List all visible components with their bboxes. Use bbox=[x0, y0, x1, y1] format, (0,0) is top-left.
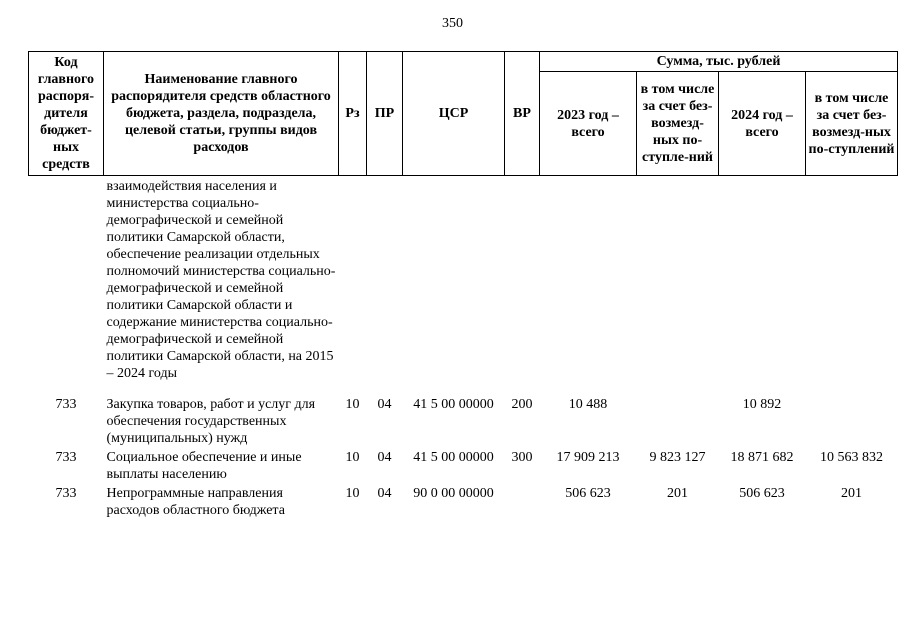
cell-code bbox=[29, 176, 104, 396]
table-row bbox=[29, 176, 898, 396]
cell-2023-grants bbox=[637, 176, 719, 396]
cell-2023-total: 506 623 bbox=[565, 485, 611, 501]
header-2024-grants: в том числе за счет без-возмезд-ных по-ступлений bbox=[806, 72, 898, 176]
header-vr: ВР bbox=[505, 52, 540, 176]
header-2024-total: 2024 год – всего bbox=[719, 72, 806, 176]
cell-vr: 200 bbox=[511, 396, 533, 412]
cell-2024-total: 10 892 bbox=[742, 396, 782, 412]
cell-2023-total: 10 488 bbox=[568, 396, 608, 412]
cell-code: 733 bbox=[55, 485, 77, 501]
cell-pr bbox=[367, 176, 403, 396]
cell-csr bbox=[403, 176, 505, 396]
cell-2023-grants bbox=[637, 396, 719, 447]
cell-rz: 10 bbox=[345, 485, 360, 501]
cell-2023-total: 17 909 213 bbox=[556, 449, 620, 465]
budget-table bbox=[28, 51, 898, 519]
cell-2024-grants bbox=[806, 176, 898, 396]
header-sum-title: Сумма, тыс. рублей bbox=[540, 52, 898, 72]
cell-csr: 90 0 00 00000 bbox=[413, 485, 494, 501]
header-2023-total: 2023 год – всего bbox=[540, 72, 637, 176]
cell-2024-grants: 10 563 832 bbox=[820, 449, 884, 465]
table-row bbox=[29, 483, 898, 519]
cell-pr: 04 bbox=[377, 396, 392, 412]
cell-2024-grants bbox=[806, 396, 898, 447]
cell-pr: 04 bbox=[377, 485, 392, 501]
cell-2023-total bbox=[540, 176, 637, 396]
cell-vr bbox=[505, 176, 540, 396]
cell-pr: 04 bbox=[377, 449, 392, 465]
header-2023-grants: в том числе за счет без-возмезд-ных по-ступле-ний bbox=[637, 72, 719, 176]
cell-rz: 10 bbox=[345, 396, 360, 412]
cell-2024-grants: 201 bbox=[841, 485, 863, 501]
cell-2023-grants: 9 823 127 bbox=[649, 449, 706, 465]
cell-rz: 10 bbox=[345, 449, 360, 465]
cell-name: Социальное обеспечение и иные выплаты населению bbox=[106, 449, 302, 482]
cell-name: взаимодействия населения и министерства социально-демографической и семейной политики Самарской области, обеспечение реализации отдельных полномочий министерства социально-демографической и семейной политики Самарской области и содержание министерства социально-демографической и семейной политики Самарской области, на 2015 – 2024 годы bbox=[106, 179, 336, 381]
cell-2024-total: 18 871 682 bbox=[730, 449, 794, 465]
header-code: Код главного распоря-дителя бюджет-ных средств bbox=[29, 52, 104, 176]
table-row bbox=[29, 396, 898, 447]
cell-vr bbox=[505, 483, 540, 519]
cell-csr: 41 5 00 00000 bbox=[413, 449, 494, 465]
table-body bbox=[29, 176, 898, 519]
cell-code: 733 bbox=[55, 449, 77, 465]
header-name: Наименование главного распорядителя средств областного бюджета, раздела, подраздела, целевой статьи, группы видов расходов bbox=[104, 52, 339, 176]
header-csr: ЦСР bbox=[403, 52, 505, 176]
cell-2024-total: 506 623 bbox=[739, 485, 785, 501]
cell-rz bbox=[339, 176, 367, 396]
header-pr: ПР bbox=[367, 52, 403, 176]
table-header bbox=[29, 52, 898, 176]
cell-name: Непрограммные направления расходов областного бюджета bbox=[106, 485, 285, 518]
table-row bbox=[29, 447, 898, 483]
cell-vr: 300 bbox=[511, 449, 533, 465]
cell-csr: 41 5 00 00000 bbox=[413, 396, 494, 412]
cell-code: 733 bbox=[55, 396, 77, 412]
cell-name: Закупка товаров, работ и услуг для обеспечения государственных (муниципальных) нужд bbox=[106, 396, 316, 446]
cell-2023-grants: 201 bbox=[667, 485, 688, 501]
page-number: 350 bbox=[442, 16, 463, 31]
header-rz: Рз bbox=[339, 52, 367, 176]
cell-2024-total bbox=[719, 176, 806, 396]
